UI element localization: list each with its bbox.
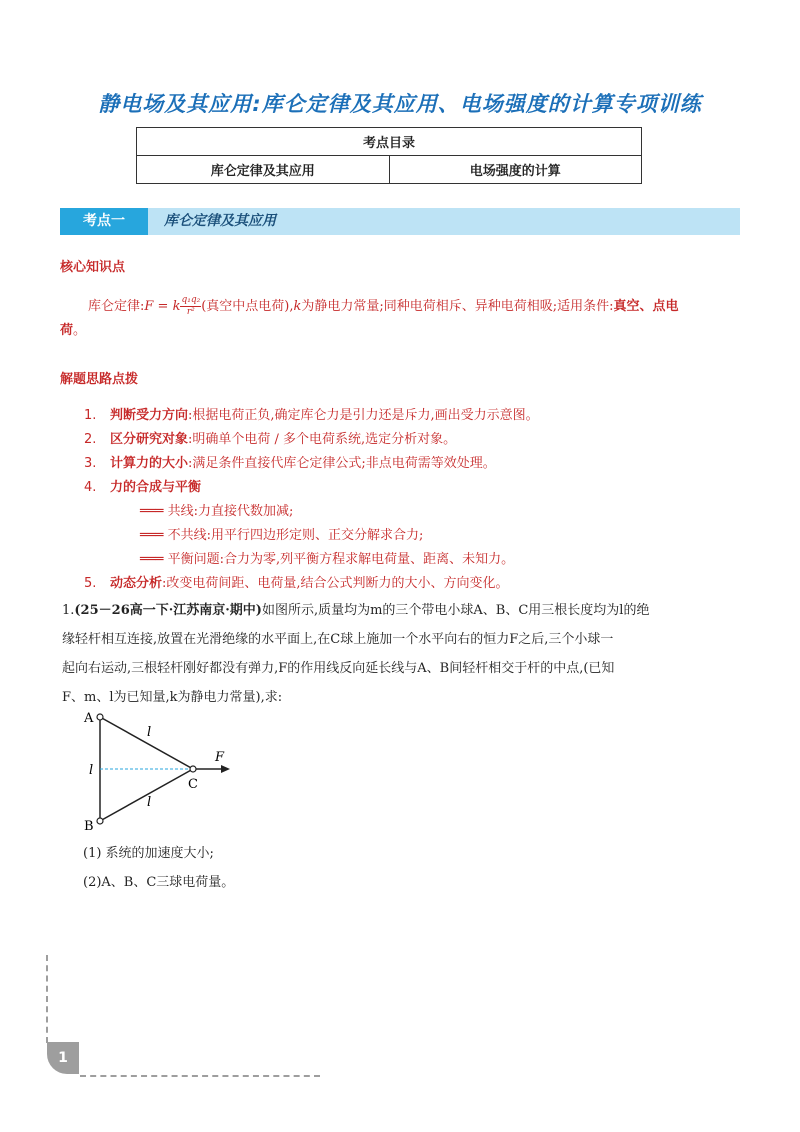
core-end: 。 — [73, 323, 87, 338]
list-item — [60, 452, 740, 476]
core-condition-wrap: 荷 — [60, 323, 74, 338]
ball-a — [97, 714, 103, 720]
sub-item: ═══ 不共线:用平行四边形定则、正交分解求合力; — [140, 528, 424, 543]
core-after-k: 为静电力常量;同种电荷相斥、异种电荷相吸;适用条件: — [301, 299, 614, 314]
triangle-diagram — [80, 706, 250, 836]
core-k-var: k — [293, 299, 302, 314]
label-a: A — [84, 711, 94, 726]
item-number: 4. — [84, 480, 97, 495]
core-heading: 核心知识点 — [60, 260, 126, 275]
item-bold: 计算力的大小 — [110, 456, 189, 471]
question-1 — [62, 596, 742, 712]
label-c: C — [188, 777, 198, 792]
item-number: 5. — [84, 576, 97, 591]
toc-item-field-strength[interactable]: 电场强度的计算 — [389, 156, 642, 184]
item-text: :根据电荷正负,确定库仑力是引力还是斥力,画出受力示意图。 — [188, 408, 539, 423]
core-knowledge — [60, 292, 740, 346]
list-item — [60, 476, 740, 500]
question-source: (25－26高一下·江苏南京·期中) — [74, 603, 262, 618]
item-bold: 动态分析 — [110, 576, 163, 591]
core-line — [60, 292, 740, 322]
subquestion-1: (1) 系统的加速度大小; — [83, 846, 214, 861]
label-l-bot: l — [147, 795, 152, 810]
question-line: 缘轻杆相互连接,放置在光滑绝缘的水平面上,在C球上施加一个水平向右的恒力F之后,三个小球一 — [62, 632, 614, 647]
toc-table — [136, 127, 642, 184]
core-prefix: 库仑定律: — [88, 299, 145, 314]
force-arrow-head — [221, 765, 230, 773]
formula-numerator: q₁q₂ — [181, 295, 201, 305]
question-line: 起向右运动,三根轻杆刚好都没有弹力,F的作用线反向延长线与A、B间轻杆相交于杆的中点,(已知 — [62, 661, 615, 676]
item-number: 2. — [84, 432, 97, 447]
label-b: B — [84, 819, 94, 834]
question-text-1: 如图所示,质量均为m的三个带电小球A、B、C用三根长度均为l的绝 — [261, 603, 650, 618]
formula-fraction — [180, 295, 201, 318]
margin-dash-vertical — [46, 955, 48, 1043]
question-line: F、m、l为已知量,k为静电力常量),求: — [62, 690, 283, 705]
item-bold: 区分研究对象 — [110, 432, 189, 447]
formula-lhs: F = k — [144, 299, 181, 314]
formula-denominator: r² — [186, 307, 195, 317]
subquestion-2: (2)A、B、C三球电荷量。 — [83, 875, 235, 890]
ball-c — [190, 766, 196, 772]
page-number: 1 — [47, 1042, 79, 1074]
label-l-mid: l — [89, 763, 94, 778]
item-number: 3. — [84, 456, 97, 471]
list-item — [60, 572, 740, 596]
list-item — [60, 404, 740, 428]
question-number: 1. — [62, 603, 75, 618]
item-text: :满足条件直接代库仑定律公式;非点电荷需等效处理。 — [188, 456, 496, 471]
section-name: 库仑定律及其应用 — [164, 213, 276, 229]
item-text: :明确单个电荷 / 多个电荷系统,选定分析对象。 — [188, 432, 457, 447]
item-text: :改变电荷间距、电荷量,结合公式判断力的大小、方向变化。 — [162, 576, 509, 591]
label-f: F — [215, 750, 225, 765]
sub-item: ═══ 共线:力直接代数加减; — [140, 504, 294, 519]
page-title: 静电场及其应用:库仑定律及其应用、电场强度的计算专项训练 — [98, 92, 702, 116]
toc-header: 考点目录 — [137, 128, 642, 156]
tips-heading: 解题思路点拨 — [60, 372, 139, 387]
section-bar — [60, 208, 740, 235]
tips-list — [60, 404, 740, 596]
item-bold: 判断受力方向 — [110, 408, 189, 423]
question-line — [62, 596, 742, 625]
list-item — [60, 428, 740, 452]
margin-dash-horizontal — [80, 1075, 320, 1077]
core-condition: 真空、点电 — [613, 299, 679, 314]
ball-b — [97, 818, 103, 824]
toc-item-coulomb[interactable]: 库仑定律及其应用 — [137, 156, 390, 184]
item-number: 1. — [84, 408, 97, 423]
core-after-formula: (真空中点电荷), — [201, 299, 294, 314]
section-tag: 考点一 — [60, 208, 148, 235]
item-bold: 力的合成与平衡 — [110, 480, 202, 495]
label-l-top: l — [147, 725, 152, 740]
sub-item: ═══ 平衡问题:合力为零,列平衡方程求解电荷量、距离、未知力。 — [140, 552, 515, 567]
